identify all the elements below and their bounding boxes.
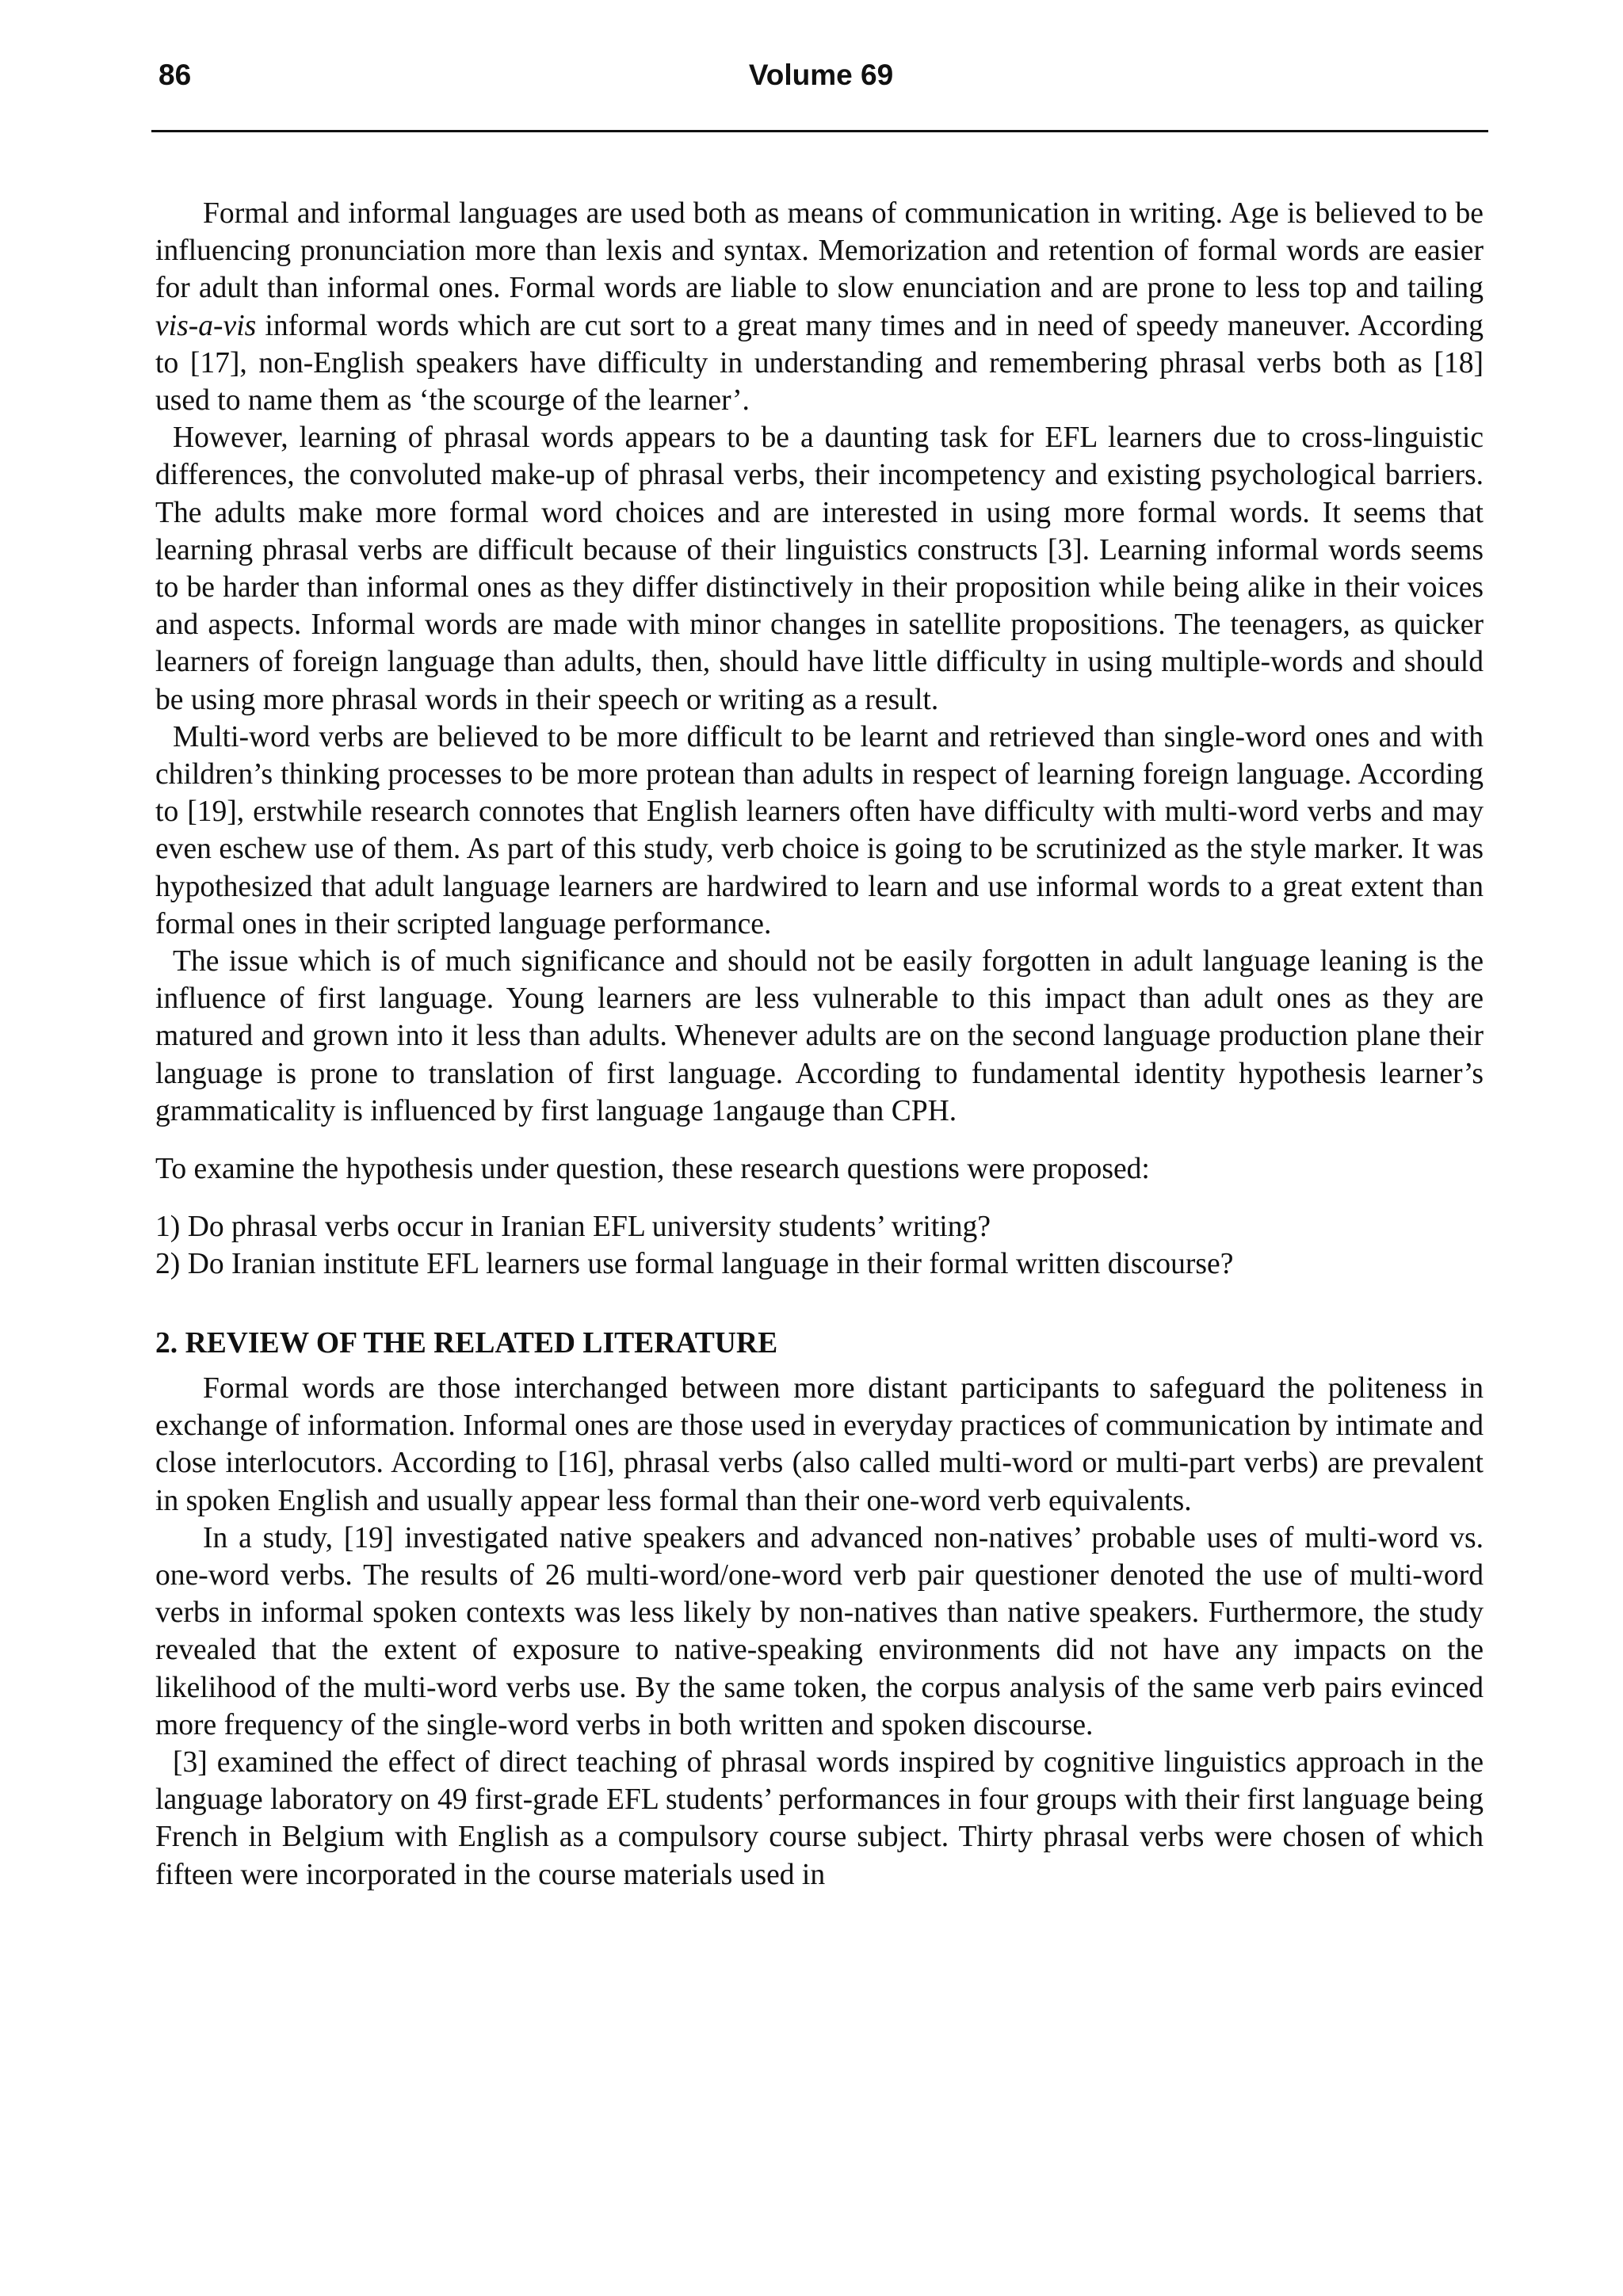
section-heading: 2. REVIEW OF THE RELATED LITERATURE bbox=[155, 1326, 778, 1360]
paragraph-3: Multi-word verbs are believed to be more difficult to be learnt and retrieved than single-word ones and with children’s thinking processes to be more protean than adults in respect of learning foreign language. According to [19], erstwhile research connotes that English learners often have difficulty with multi-word verbs and may even eschew use of them. As part of this study, verb choice is going to be scrutinized as the style marker. It was hypothesized that adult language learners are hardwired to learn and use informal words to a great extent than formal ones in their scripted language performance. bbox=[155, 720, 1484, 940]
page-number: 86 bbox=[158, 59, 192, 91]
paragraph-2: However, learning of phrasal words appears to be a daunting task for EFL learners due to cross-linguistic differences, the convoluted make-up of phrasal verbs, their incompetency and existing psychological barriers. The adults make more formal word choices and are interested in using more formal words. It seems that learning phrasal verbs are difficult because of their linguistics constructs [3]. Learning informal words seems to be harder than informal ones as they differ distinctively in their proposition while being alike in their voices and aspects. Informal words are made with minor changes in satellite propositions. The teenagers, as quicker learners of foreign language than adults, then, should have little difficulty in using multiple-words and should be using more phrasal words in their speech or writing as a result. bbox=[155, 421, 1484, 716]
paragraph-8: [3] examined the effect of direct teaching of phrasal words inspired by cognitive linguistics approach in the language laboratory on 49 first-grade EFL students’ performances in four groups with their first language being French in Belgium with English as a compulsory course subject. Thirty phrasal verbs were chosen of which fifteen were incorporated in the course materials used in bbox=[155, 1745, 1484, 1891]
article-body bbox=[155, 195, 1484, 1894]
paragraph-5: To examine the hypothesis under question, these research questions were proposed: bbox=[155, 1153, 1150, 1186]
paragraph-7: In a study, [19] investigated native speakers and advanced non-natives’ probable uses of multi-word vs. one-word verbs. The results of 26 multi-word/one-word verb pair questioner denoted the use of multi-word verbs in informal spoken contexts was less likely by non-natives than native speakers. Furthermore, the study revealed that the extent of exposure to native-speaking environments did not have any impacts on the likelihood of the multi-word verbs use. By the same token, the corpus analysis of the same verb pairs evinced more frequency of the single-word verbs in both written and spoken discourse. bbox=[155, 1521, 1484, 1741]
running-header bbox=[155, 59, 1487, 103]
paragraph-6: Formal words are those interchanged between more distant participants to safeguard the politeness in exchange of information. Informal ones are those used in everyday practices of communication by intimate and close interlocutors. According to [16], phrasal verbs (also called multi-word or multi-part verbs) are prevalent in spoken English and usually appear less formal than their one-word verb equivalents. bbox=[155, 1371, 1484, 1517]
research-question-2: 2) Do Iranian institute EFL learners use formal language in their formal written discourse? bbox=[155, 1248, 1234, 1281]
volume-label: Volume 69 bbox=[748, 59, 894, 91]
header-rule bbox=[151, 130, 1488, 132]
paragraph-4: The issue which is of much significance and should not be easily forgotten in adult language leaning is the influence of first language. Young learners are less vulnerable to this impact than adult ones as they are matured and grown into it less than adults. Whenever adults are on the second language production plane their language is prone to translation of first language. According to fundamental identity hypothesis learner’s grammaticality is influenced by first language 1angauge than CPH. bbox=[155, 945, 1484, 1127]
research-question-1: 1) Do phrasal verbs occur in Iranian EFL university students’ writing? bbox=[155, 1211, 991, 1244]
emphasis-vis-a-vis: vis-a-vis bbox=[155, 309, 257, 342]
paragraph-1: Formal and informal languages are used both as means of communication in writing. Age is believed to be influencing pronunciation more than lexis and syntax. Memorization and retention of formal words are easier for adult than informal ones. Formal words are liable to slow enunciation and are prone to less top and tailing vis-a-vis informal words which are cut sort to a great many times and in need of speedy maneuver. According to [17], non-English speakers have difficulty in understanding and remembering phrasal verbs both as [18] used to name them as ‘the scourge of the learner’. bbox=[155, 197, 1484, 418]
